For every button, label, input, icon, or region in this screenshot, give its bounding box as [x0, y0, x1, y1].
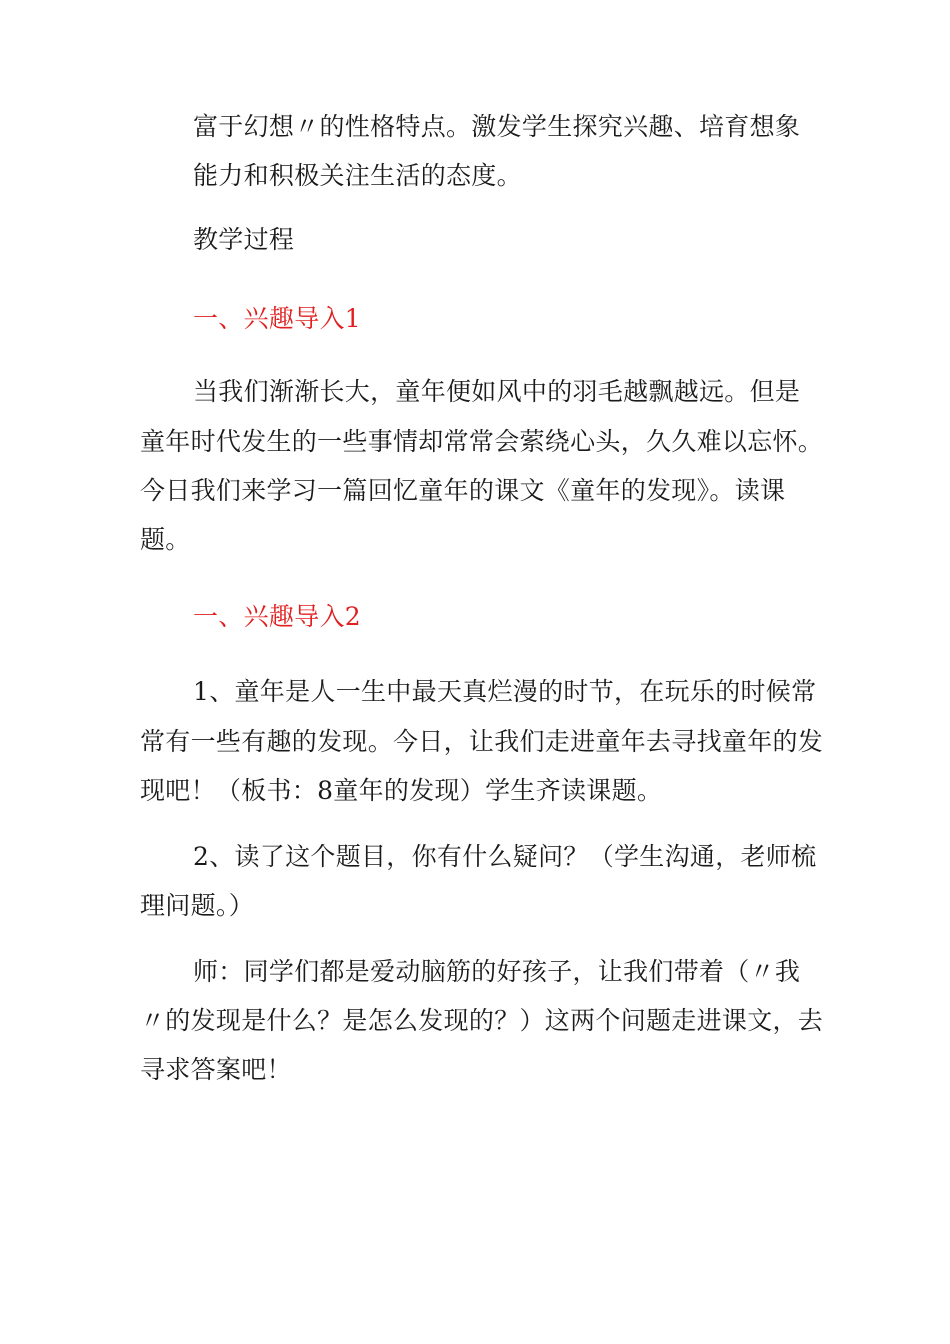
item1-line-3: 现吧！（板书：8童年的发现）学生齐读课题。	[140, 776, 663, 805]
item1-line-1: 1、童年是人一生中最天真烂漫的时节，在玩乐的时候常	[193, 677, 817, 706]
section2-heading: 一、兴趣导入2	[193, 602, 362, 631]
teacher-line-3: 寻求答案吧！	[140, 1055, 292, 1084]
intro-line-2: 能力和积极关注生活的态度。	[193, 161, 522, 190]
intro-line-1: 富于幻想〃的性格特点。激发学生探究兴趣、培育想象	[193, 112, 801, 141]
item2-line-2: 理问题。）	[140, 891, 255, 920]
section1-line-4: 题。	[140, 525, 191, 554]
item1-line-2: 常有一些有趣的发现。今日，让我们走进童年去寻找童年的发	[140, 727, 824, 756]
section1-heading: 一、兴趣导入1	[193, 304, 362, 333]
teacher-line-1: 师：同学们都是爱动脑筋的好孩子，让我们带着（〃我	[193, 957, 801, 986]
item2-line-1: 2、读了这个题目，你有什么疑问？（学生沟通，老师梳	[193, 842, 817, 871]
section1-line-3: 今日我们来学习一篇回忆童年的课文《童年的发现》。读课	[140, 476, 786, 505]
teacher-line-2: 〃的发现是什么？是怎么发现的？）这两个问题走进课文，去	[140, 1006, 824, 1035]
section1-line-2: 童年时代发生的一些事情却常常会萦绕心头，久久难以忘怀。	[140, 427, 824, 456]
process-title: 教学过程	[193, 225, 295, 254]
section1-line-1: 当我们渐渐长大，童年便如风中的羽毛越飘越远。但是	[193, 377, 801, 406]
